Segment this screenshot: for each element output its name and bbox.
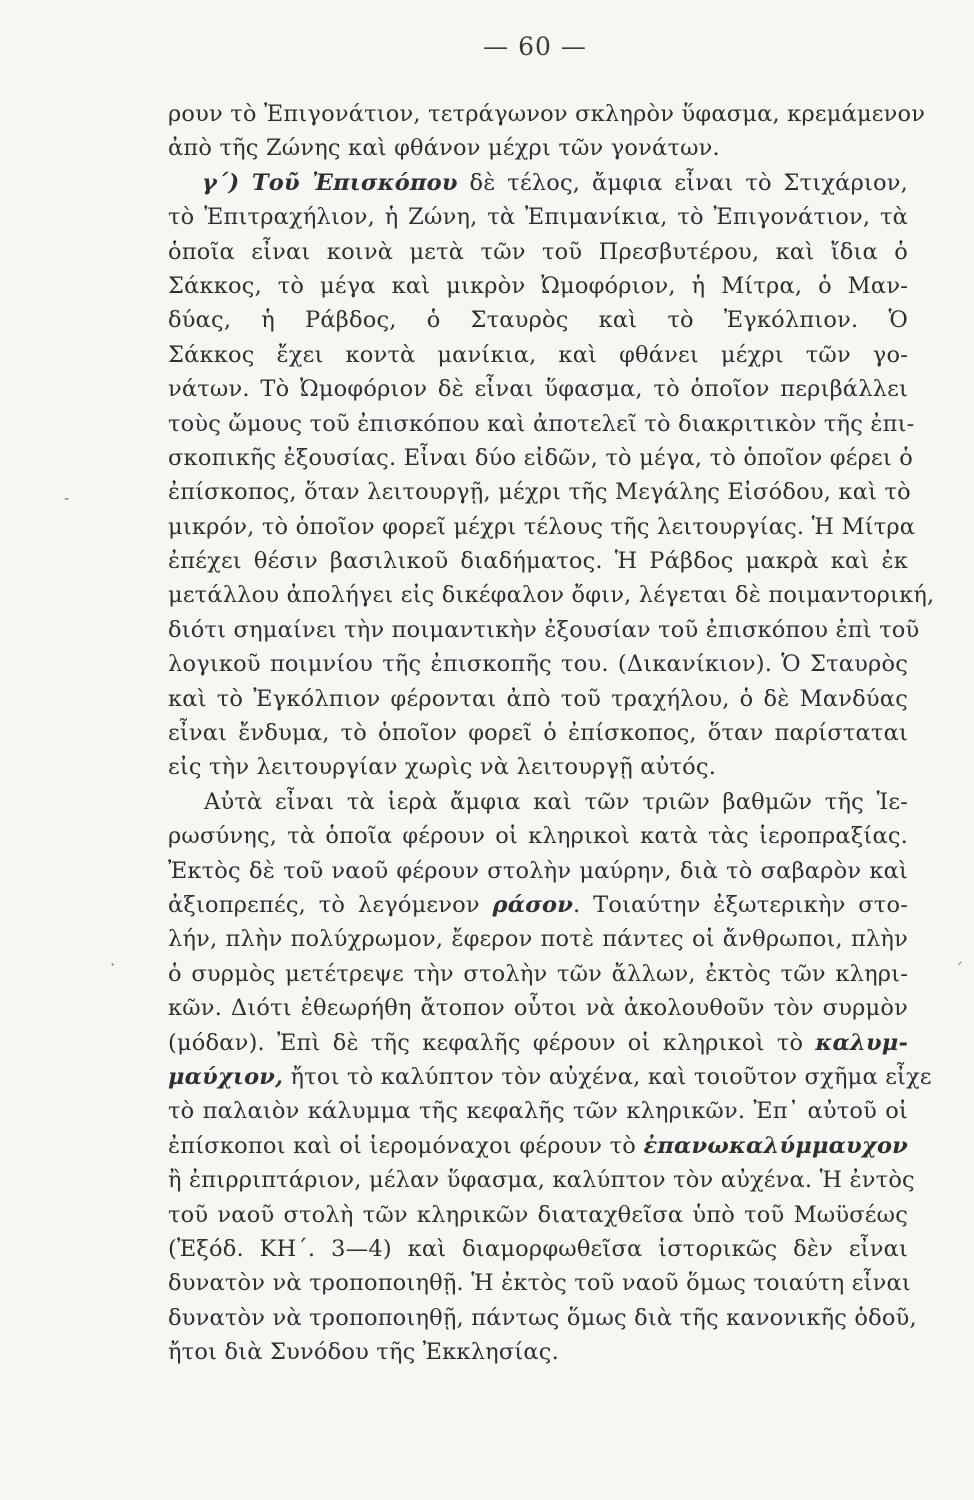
text-run: τὸ Ἐπιτραχήλιον, ἡ Ζώνη, τὰ Ἐπιμανίκια, τὸ Ἐπιγονάτιον, τὰ	[168, 204, 908, 231]
text-line	[168, 647, 908, 681]
text-line	[168, 235, 908, 269]
text-run: ρουν τὸ Ἐπιγονάτιον, τετράγωνον σκληρὸν ὕφασμα, κρεμάμενον	[168, 101, 926, 127]
text-run: ρωσύνης, τὰ ὁποῖα φέρουν οἱ κληρικοὶ κατὰ τὰς ἱεροπραξίας.	[168, 823, 908, 850]
text-line	[168, 1060, 932, 1094]
text-run: ἐπίσκοποι καὶ οἱ ἱερομόναχοι φέρουν τὸ	[168, 1132, 644, 1159]
text-run: μικρόν, τὸ ὁποῖον φορεῖ μέχρι τέλους τῆς λειτουργίας. Ἡ Μίτρα	[168, 513, 916, 540]
text-run: (Ἐξόδ. ΚΗ΄. 3—4) καὶ διαμορφωθεῖσα ἱστορικῶς δὲν εἶναι	[168, 1235, 908, 1262]
text-run: σκοπικῆς ἐξουσίας. Εἶναι δύο εἰδῶν, τὸ μέγα, τὸ ὁποῖον φέρει ὁ	[168, 444, 914, 471]
text-line	[168, 269, 908, 303]
text-run: Αὐτὰ εἶναι τὰ ἱερὰ ἄμφια καὶ τῶν τριῶν βαθμῶν τῆς Ἱε-	[204, 788, 908, 815]
text-line	[168, 613, 920, 647]
text-line	[168, 1198, 908, 1232]
text-line	[168, 97, 926, 131]
text-run: κῶν. Διότι ἐθεωρήθη ἄτοπον οὗτοι νὰ ἀκολουθοῦν τὸν συρμὸν	[168, 995, 908, 1022]
text-run: Σάκκος, τὸ μέγα καὶ μικρὸν Ὠμοφόριον, ἡ Μίτρα, ὁ Μαν-	[168, 272, 908, 299]
text-line	[168, 819, 908, 853]
text-line	[168, 854, 908, 888]
text-run: λογικοῦ ποιμνίου τῆς ἐπισκοπῆς του. (Δικανίκιον). Ὁ Σταυρὸς	[168, 651, 908, 678]
text-line	[168, 1026, 908, 1060]
text-line	[168, 1094, 908, 1128]
text-run: τοῦ ναοῦ στολὴ τῶν κληρικῶν διαταχθεῖσα ὑπὸ τοῦ Μωϋσέως	[168, 1201, 908, 1228]
text-run: ἐπίσκοπος, ὅταν λειτουργῇ, μέχρι τῆς Μεγάλης Εἰσόδου, καὶ τὸ	[168, 479, 911, 506]
text-line	[168, 1232, 908, 1266]
text-run: ὁποῖα εἶναι κοινὰ μετὰ τῶν τοῦ Πρεσβυτέρου, καὶ ἴδια ὁ	[168, 238, 908, 265]
text-run: δύας, ἡ Ράβδος, ὁ Σταυρὸς καὶ τὸ Ἐγκόλπιον. Ὁ	[168, 307, 908, 334]
text-line	[168, 475, 911, 509]
text-line	[168, 957, 908, 991]
text-run: λήν, πλὴν πολύχρωμον, ἔφερον ποτὲ πάντες οἱ ἄνθρωποι, πλὴν	[168, 926, 908, 953]
text-line	[168, 1163, 915, 1197]
text-line	[168, 407, 915, 441]
text-line	[168, 338, 908, 372]
text-run: ἀξιοπρεπές, τὸ λεγόμενον	[168, 891, 493, 918]
text-run: (μόδαν). Ἐπὶ δὲ τῆς κεφαλῆς φέρουν οἱ κληρικοὶ τὸ	[168, 1029, 816, 1056]
text-run: νάτων. Τὸ Ὠμοφόριον δὲ εἶναι ὕφασμα, τὸ ὁποῖον περιβάλλει	[168, 376, 908, 403]
margin-mark: -	[64, 488, 70, 507]
text-line	[168, 1301, 917, 1335]
text-line	[168, 785, 908, 819]
text-run: δὲ τέλος, ἄμφια εἶναι τὸ Στιχάριον,	[457, 169, 908, 196]
text-run: δυνατὸν νὰ τροποποιηθῇ, πάντως ὅμως διὰ τῆς κανονικῆς ὁδοῦ,	[168, 1304, 917, 1331]
text-run: εἰς τὴν λειτουργίαν χωρὶς νὰ λειτουργῇ αὐτός.	[168, 754, 717, 781]
text-run: ἢ ἐπιρριπτάριον, μέλαν ὕφασμα, καλύπτον τὸν αὐχένα. Ἡ ἐντὸς	[168, 1167, 915, 1194]
text-line	[168, 441, 914, 475]
text-run: . Τοιαύτην ἐξωτερικὴν στο-	[573, 891, 908, 918]
text-line	[168, 1129, 908, 1163]
text-run: Σάκκος ἔχει κοντὰ μανίκια, καὶ φθάνει μέχρι τῶν γο-	[168, 341, 908, 368]
text-run: ἀπὸ τῆς Ζώνης καὶ φθάνον μέχρι τῶν γονάτων.	[168, 135, 720, 162]
text-line	[168, 544, 908, 578]
text-line	[168, 510, 916, 544]
text-run: δυνατὸν νὰ τροποποιηθῇ. Ἡ ἐκτὸς τοῦ ναοῦ ὅμως τοιαύτη εἶναι	[168, 1270, 911, 1297]
text-run: διότι σημαίνει τὴν ποιμαντικὴν ἐξουσίαν τοῦ ἐπισκόπου ἐπὶ τοῦ	[168, 616, 920, 643]
text-line	[168, 303, 908, 337]
text-line	[168, 888, 908, 922]
text-line	[168, 716, 908, 750]
text-line	[168, 991, 908, 1025]
emphasized-text: ράσον	[492, 891, 574, 918]
text-run: ἤτοι διὰ Συνόδου τῆς Ἐκκλησίας.	[168, 1339, 559, 1366]
text-run: μετάλλου ἀπολήγει εἰς δικέφαλον ὄφιν, λέγεται δὲ ποιμαντορική,	[168, 582, 935, 609]
text-line	[168, 1266, 911, 1300]
text-line	[168, 682, 908, 716]
emphasized-text: καλυμ-	[815, 1029, 908, 1056]
text-line	[168, 200, 908, 234]
text-line	[168, 578, 935, 612]
body-text	[168, 97, 935, 1369]
text-line	[168, 372, 908, 406]
text-run: ἤτοι τὸ καλύπτον τὸν αὐχένα, καὶ τοιοῦτον σχῆμα εἶχε	[283, 1063, 932, 1090]
page-number: — 60 —	[483, 32, 587, 61]
text-run: καὶ τὸ Ἐγκόλπιον φέρονται ἀπὸ τοῦ τραχήλου, ὁ δὲ Μανδύας	[168, 685, 908, 712]
text-run: ὁ συρμὸς μετέτρεψε τὴν στολὴν τῶν ἄλλων, ἐκτὸς τῶν κληρι-	[168, 960, 908, 987]
text-run: τοὺς ὤμους τοῦ ἐπισκόπου καὶ ἀποτελεῖ τὸ διακριτικὸν τῆς ἐπι-	[168, 410, 915, 437]
text-run: τὸ παλαιὸν κάλυμμα τῆς κεφαλῆς τῶν κληρικῶν. Ἐπ᾿ αὐτοῦ οἱ	[168, 1098, 908, 1125]
text-line	[168, 922, 908, 956]
text-line	[168, 166, 908, 200]
emphasized-text: ἐπανωκαλύμμαυχον	[643, 1132, 908, 1159]
text-line	[168, 750, 908, 784]
margin-mark: ´	[955, 960, 963, 979]
text-line	[168, 131, 908, 165]
text-line	[168, 1335, 908, 1369]
margin-mark: ·	[110, 955, 116, 974]
text-run: ἐπέχει θέσιν βασιλικοῦ διαδήματος. Ἡ Ράβδος μακρὰ καὶ ἐκ	[168, 548, 908, 575]
emphasized-text: γ΄) Τοῦ Ἐπισκόπου	[202, 169, 458, 196]
text-run: εἶναι ἔνδυμα, τὸ ὁποῖον φορεῖ ὁ ἐπίσκοπος, ὅταν παρίσταται	[168, 720, 908, 747]
text-run: Ἐκτὸς δὲ τοῦ ναοῦ φέρουν στολὴν μαύρην, διὰ τὸ σαβαρὸν καὶ	[168, 857, 908, 884]
emphasized-text: μαύχιον,	[168, 1063, 284, 1090]
